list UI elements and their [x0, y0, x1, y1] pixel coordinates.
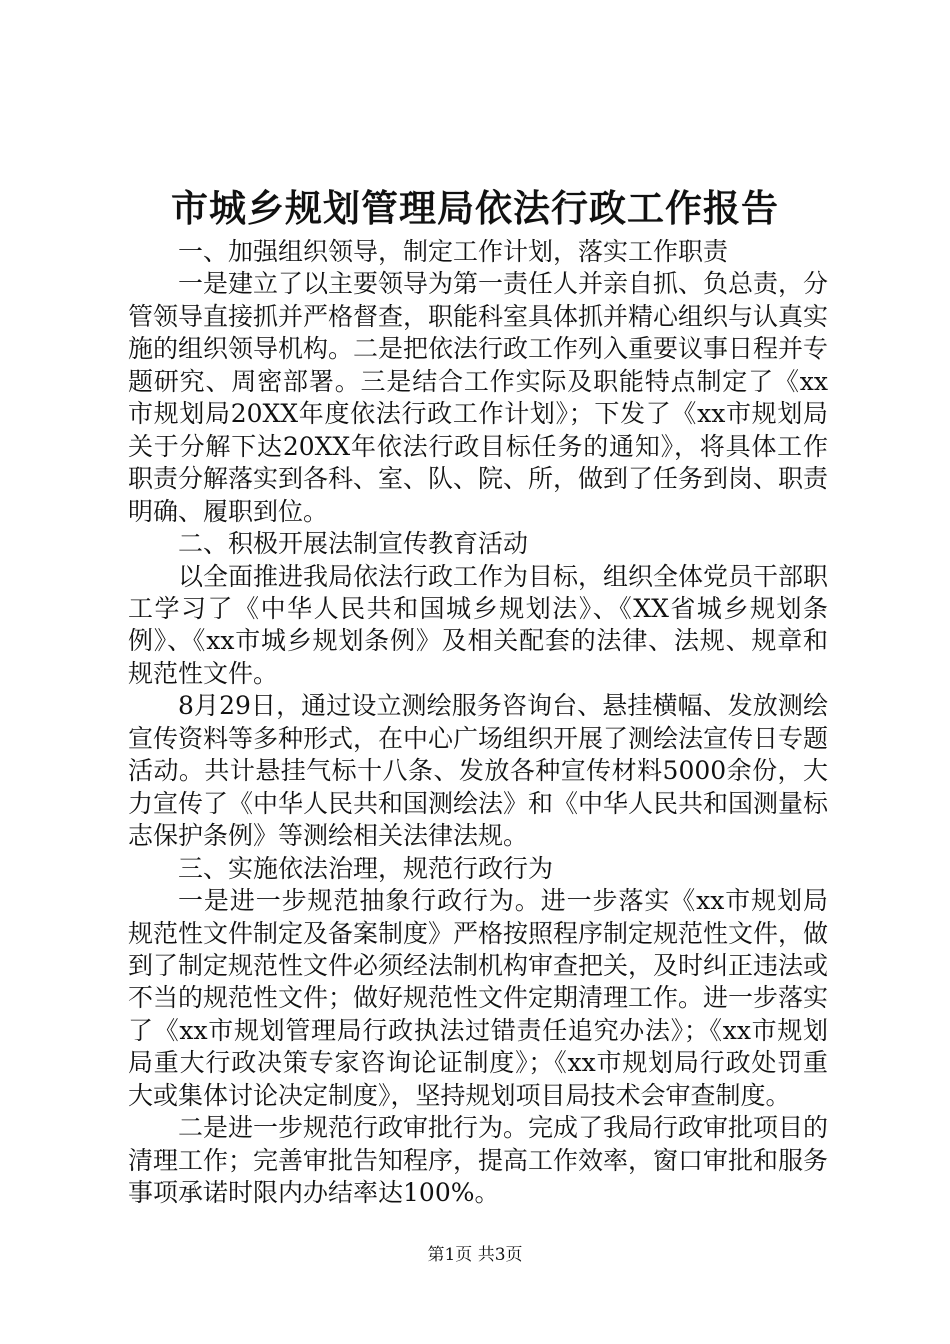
- paragraph-5: 二是进一步规范行政审批行为。完成了我局行政审批项目的清理工作；完善审批告知程序，提高工作效率，窗口审批和服务事项承诺时限内办结率达100%。: [128, 1113, 829, 1208]
- paragraph-1: 一是建立了以主要领导为第一责任人并亲自抓、负总责，分管领导直接抓并严格督查，职能科室具体抓并精心组织与认真实施的组织领导机构。二是把依法行政工作列入重要议事日程并专题研究、周密部署。三是结合工作实际及职能特点制定了《xx市规划局20XX年度依法行政工作计划》；下发了《xx市规划局关于分解下达20XX年依法行政目标任务的通知》，将具体工作职责分解落实到各科、室、队、院、所，做到了任务到岗、职责明确、履职到位。: [128, 269, 829, 526]
- section-heading-2: 二、积极开展法制宣传教育活动: [178, 529, 529, 559]
- document-title: 市城乡规划管理局依法行政工作报告: [171, 186, 779, 230]
- paragraph-2: 以全面推进我局依法行政工作为目标，组织全体党员干部职工学习了《中华人民共和国城乡规划法》、《XX省城乡规划条例》、《xx市城乡规划条例》及相关配套的法律、法规、规章和规范性文件。: [128, 561, 829, 688]
- section-heading-1: 一、加强组织领导，制定工作计划，落实工作职责: [178, 237, 729, 266]
- document-body: [128, 236, 828, 1210]
- section-heading-3: 三、实施依法治理，规范行政行为: [178, 853, 554, 883]
- paragraph-4: 一是进一步规范抽象行政行为。进一步落实《xx市规划局规范性文件制定及备案制度》严格按照程序制定规范性文件，做到了制定规范性文件必须经法制机构审查把关，及时纠正违法或不当的规范性文件；做好规范性文件定期清理工作。进一步落实了《xx市规划管理局行政执法过错责任追究办法》；《xx市规划局重大行政决策专家咨询论证制度》；《xx市规划局行政处罚重大或集体讨论决定制度》，坚持规划项目局技术会审查制度。: [128, 886, 829, 1110]
- page-number-footer: 第1页 共3页: [427, 1245, 523, 1265]
- paragraph-3: 8月29日，通过设立测绘服务咨询台、悬挂横幅、发放测绘宣传资料等多种形式，在中心广场组织开展了测绘法宣传日专题活动。共计悬挂气标十八条、发放各种宣传材料5000余份，大力宣传了《中华人民共和国测绘法》和《中华人民共和国测量标志保护条例》等测绘相关法律法规。: [128, 691, 829, 851]
